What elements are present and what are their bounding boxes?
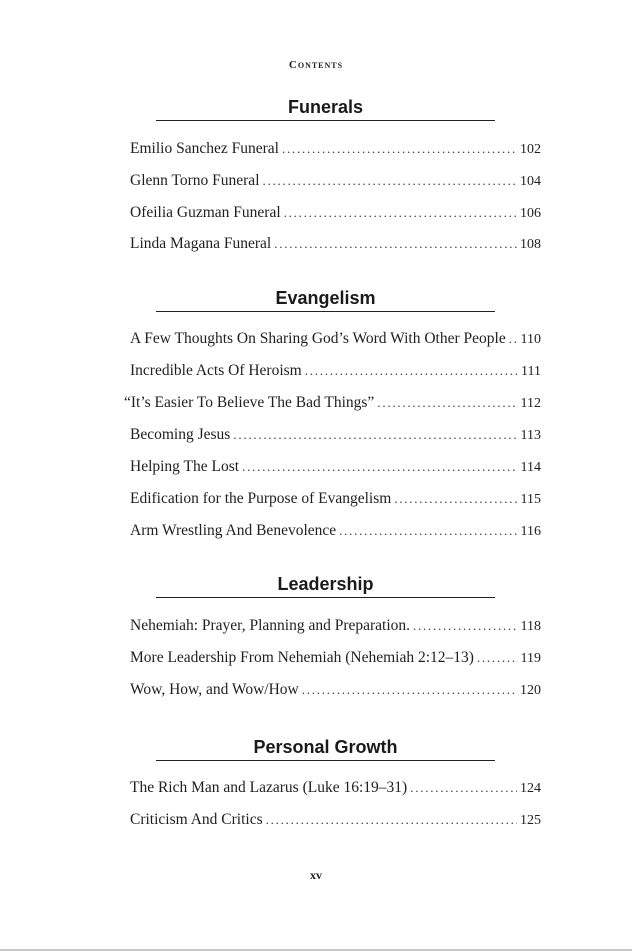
leader-dots <box>410 777 517 799</box>
entry-title: Emilio Sanchez Funeral <box>130 140 279 157</box>
entry-page: 124 <box>520 781 541 796</box>
toc-entry[interactable] <box>130 170 541 192</box>
leader-dots <box>413 615 517 637</box>
leader-dots <box>339 520 517 542</box>
leader-dots <box>282 138 517 160</box>
section-title-funerals: Funerals <box>156 96 495 121</box>
running-head: Contents <box>288 59 344 71</box>
entry-title: Edification for the Purpose of Evangelism <box>130 490 392 507</box>
entry-title: “It’s Easier To Believe The Bad Things” <box>124 394 375 411</box>
leader-dots <box>266 809 517 831</box>
toc-entry[interactable] <box>130 488 541 510</box>
entry-title: The Rich Man and Lazarus (Luke 16:19–31) <box>130 779 408 796</box>
leader-dots <box>509 328 518 350</box>
entry-title: Nehemiah: Prayer, Planning and Preparation. <box>130 617 411 634</box>
toc-entry[interactable] <box>130 456 541 478</box>
entry-title: Becoming Jesus <box>130 426 231 443</box>
toc-entry[interactable] <box>130 424 541 446</box>
entry-page: 119 <box>520 651 541 666</box>
section-title-evangelism: Evangelism <box>156 287 495 312</box>
entry-page: 114 <box>520 460 541 475</box>
entry-page: 104 <box>520 174 541 189</box>
entry-page: 116 <box>520 524 541 539</box>
leader-dots <box>394 488 517 510</box>
toc-entry[interactable] <box>130 520 541 542</box>
entry-page: 110 <box>520 332 541 347</box>
toc-entry[interactable] <box>130 679 541 701</box>
leader-dots <box>233 424 517 446</box>
leader-dots <box>477 647 518 669</box>
entry-title: Helping The Lost <box>130 458 240 475</box>
entry-title: Criticism And Critics <box>130 811 263 828</box>
entry-page: 112 <box>520 396 541 411</box>
entry-page: 120 <box>520 683 541 698</box>
toc-entry[interactable] <box>130 360 541 382</box>
entry-title: More Leadership From Nehemiah (Nehemiah 2:12–13) <box>130 649 474 666</box>
section-title-personal-growth: Personal Growth <box>156 736 495 761</box>
entry-title: A Few Thoughts On Sharing God’s Word With Other People <box>130 330 506 347</box>
toc-entry[interactable] <box>130 615 541 637</box>
leader-dots <box>242 456 517 478</box>
toc-entry[interactable] <box>130 202 541 224</box>
leader-dots <box>263 170 518 192</box>
entry-page: 106 <box>520 206 541 221</box>
entry-title: Ofeilia Guzman Funeral <box>130 204 281 221</box>
toc-entry[interactable] <box>130 647 541 669</box>
section-title-leadership: Leadership <box>156 573 495 598</box>
entry-title: Arm Wrestling And Benevolence <box>130 522 337 539</box>
toc-entry[interactable] <box>130 777 541 799</box>
toc-entry[interactable] <box>130 809 541 831</box>
toc-entry[interactable] <box>130 138 541 160</box>
entry-page: 113 <box>520 428 541 443</box>
toc-entry[interactable] <box>130 328 541 350</box>
leader-dots <box>274 233 517 255</box>
entry-title: Glenn Torno Funeral <box>130 172 260 189</box>
leader-dots <box>302 679 517 701</box>
entry-title: Wow, How, and Wow/How <box>130 681 299 698</box>
leader-dots <box>284 202 517 224</box>
entry-page: 115 <box>520 492 541 507</box>
leader-dots <box>377 392 517 414</box>
entry-page: 111 <box>521 364 541 379</box>
entry-page: 125 <box>520 813 541 828</box>
toc-entry[interactable] <box>124 392 541 414</box>
entry-page: 108 <box>520 237 541 252</box>
leader-dots <box>305 360 518 382</box>
entry-page: 118 <box>520 619 541 634</box>
entry-page: 102 <box>520 142 541 157</box>
entry-title: Linda Magana Funeral <box>130 235 272 252</box>
toc-entry[interactable] <box>130 233 541 255</box>
entry-title: Incredible Acts Of Heroism <box>130 362 302 379</box>
page-number: xv <box>310 868 322 882</box>
